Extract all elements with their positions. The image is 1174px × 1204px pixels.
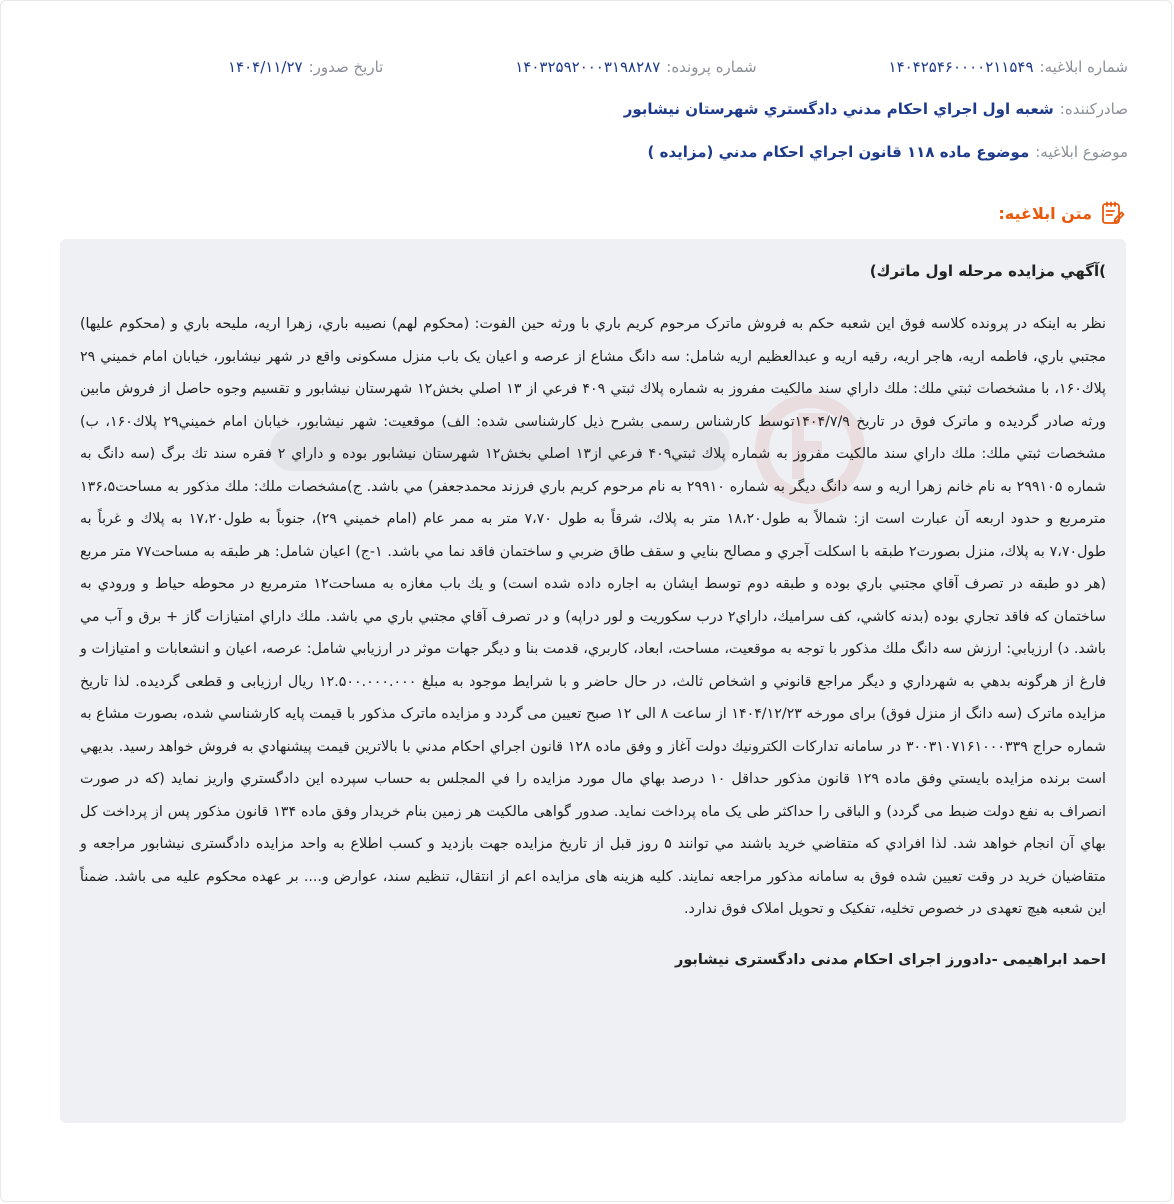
issuer-field xyxy=(624,100,1128,118)
signature: احمد ابراهیمی -دادورز اجرای احکام مدنی دادگستری نیشابور xyxy=(674,951,1106,968)
issue-date: ۱۴۰۴/۱۱/۲۷ xyxy=(228,58,303,76)
notification-number-field xyxy=(889,58,1128,76)
notice-body: نظر به اینکه در پرونده كلاسه فوق اين شعبه حكم به فروش ماترک مرحوم كريم باري با ورثه حين الفوت: (محكوم لهم) نصيبه باري، زهرا اريه، مليحه باري و (محكوم عليها) مجتبي باري، فاطمه اريه، هاجر اريه، رقيه اريه و عبدالعظيم اريه شامل: سه دانگ مشاع از عرصه و اعيان یک باب منزل مسکونی واقع در شهر نيشابور، خيابان امام خميني ۲۹ پلاك۱۶۰، با مشخصات ثبتي ملك: ملك داراي سند مالكيت مفروز به شماره پلاك ثبتي ۴۰۹ فرعي از ۱۳ اصلي بخش۱۲ شهرستان نيشابور و تقسيم وجوه حاصل از فروش مابين ورثه صادر گرديده و ماترک فوق در تاریخ ۱۴۰۴/۷/۹توسط کارشناس رسمی بشرح ذيل كارشناسی شده: الف) موقعيت: شهر نيشابور، خيابان امام خميني۲۹ پلاك۱۶۰، ب) مشخصات ثبتي ملك: ملك داراي سند مالكيت مفروز به شماره پلاك ثبتي۴۰۹ فرعي از۱۳ اصلي بخش۱۲ شهرستان نيشابور بوده و داراي ۲ فقره سند تك برگ (سه دانگ به شماره ۲۹۹۱۰۵ به نام خانم زهرا اريه و سه دانگ ديگر به شماره ۲۹۹۱۰ به نام مرحوم كريم باري فرزند محمدجعفر) مي باشد. ج)مشخصات ملك: ملك مذكور به مساحت۱۳۶،۵ مترمربع و حدود اربعه آن عبارت است از: شمالاً به طول۱۸،۲۰ متر به پلاك، شرقاً به طول ۷،۷۰ متر به ممر عام (امام خميني ۲۹)، جنوباً به طول۱۷،۲۰ به پلاك و غرباً به طول۷،۷۰ به پلاك، منزل بصورت۲ طبقه با اسكلت آجري و مصالح بنايي و سقف طاق ضربي و ساختمان فاقد نما مي باشد. ۱-ج) اعيان شامل: هر طبقه به مساحت۷۷ متر مربع (هر دو طبقه در تصرف آقاي مجتبي باري بوده و طبقه دوم توسط ايشان به اجاره داده شده است) و يك باب مغازه به مساحت۱۲ مترمربع در محوطه حياط و ورودي به ساختمان كه فاقد تجاري بوده (بدنه كاشي، كف سراميك، داراي۲ درب سكوريت و لور دراپه) و در تصرف آقاي مجتبي باري مي باشد. ملك داراي امتيازات گاز + برق و آب مي باشد. د) ارزيابي: ارزش سه دانگ ملك مذكور با توجه به موقعيت، مساحت، ابعاد، كاربري، قدمت بنا و ديگر جهات موثر در ارزيابي شامل: عرصه، اعيان و انشعابات و امتيازات و فارغ از هرگونه بدهي به شهرداري و ديگر مراجع قانوني و اشخاص ثالث، در حال حاضر و با شرايط موجود به مبلغ ۱۲.۵۰۰.۰۰۰.۰۰۰ ريال ارزيابی و قطعی گرديده. لذا تاريخ مزايده ماترک (سه دانگ از منزل فوق) برای مورخه ۱۴۰۴/۱۲/۲۳ از ساعت ۸ الی ۱۲ صبح تعیین می گردد و مزايده ماترک مذكور با قيمت پايه كارشناسي شده، بصورت مشاع به شماره حراج ۳۰۰۳۱۰۷۱۶۱۰۰۰۳۳۹ در سامانه تداركات الكترونيك دولت آغاز و وفق ماده ۱۲۸ قانون اجراي احكام مدني با بالاترين قيمت پيشنهادي به فروش خواهد رسيد. بديهي است برنده مزايده بايستي وفق ماده ۱۲۹ قانون مذكور حداقل ۱۰ درصد بهاي مال مورد مزايده را في المجلس به حساب سپرده اين دادگستري واريز نمايد (كه در صورت انصراف به نفع دولت ضبط می گردد) و الباقی را حداكثر طی یک ماه پرداخت نمايد. صدور گواهی مالكيت هر زمين بنام خريدار وفق ماده ۱۳۴ قانون مذكور پس از پرداخت كل بهاي آن انجام خواهد شد. لذا افرادي كه متقاضي خريد باشند مي توانند ۵ روز قبل از تاريخ مزايده جهت بازديد و كسب اطلاع به واحد مزايده دادگستری نیشابور مراجعه و متقاضيان خريد در وقت تعيين شده فوق به سامانه مذکور مراجعه نمایند. کلیه هزینه های مزایده اعم از انتقال، تنظیم سند، عوارض و.... بر عهده محکوم علیه می باشد. ضمناً این شعبه هیچ تعهدی در خصوص تخلیه، تفکیک و تحویل املاک فوق ندارد. xyxy=(80,316,1107,917)
case-number: ۱۴۰۳۲۵۹۲۰۰۰۳۱۹۸۲۸۷ xyxy=(515,58,661,76)
notice-section-heading xyxy=(998,200,1126,226)
notice-content-box xyxy=(60,239,1126,1123)
case-number-field xyxy=(515,58,756,76)
issuer: شعبه اول اجراي احكام مدني دادگستري شهرستان نيشابور xyxy=(623,100,1054,118)
meta-row-numbers xyxy=(228,58,1128,76)
issuer-label: صادرکننده: xyxy=(1059,100,1128,118)
issue-date-label: تاریخ صدور: xyxy=(308,58,384,76)
notice-title: )آگهي مزايده مرحله اول ماترك) xyxy=(869,262,1106,280)
notification-number: ۱۴۰۴۲۵۴۶۰۰۰۰۲۱۱۵۴۹ xyxy=(888,58,1034,76)
meta-row-subject xyxy=(60,143,1128,161)
meta-row-issuer xyxy=(60,100,1128,118)
note-icon xyxy=(1100,200,1126,226)
case-number-label: شماره پرونده: xyxy=(666,58,757,76)
issue-date-field xyxy=(228,58,383,76)
subject-field xyxy=(648,143,1128,161)
subject-label: موضوع ابلاغیه: xyxy=(1035,143,1128,161)
subject: موضوع ماده ۱۱۸ قانون اجراي احكام مدني (مزايده ) xyxy=(647,143,1030,161)
notification-number-label: شماره ابلاغیه: xyxy=(1039,58,1128,76)
section-title: متن ابلاغیه: xyxy=(998,203,1092,223)
